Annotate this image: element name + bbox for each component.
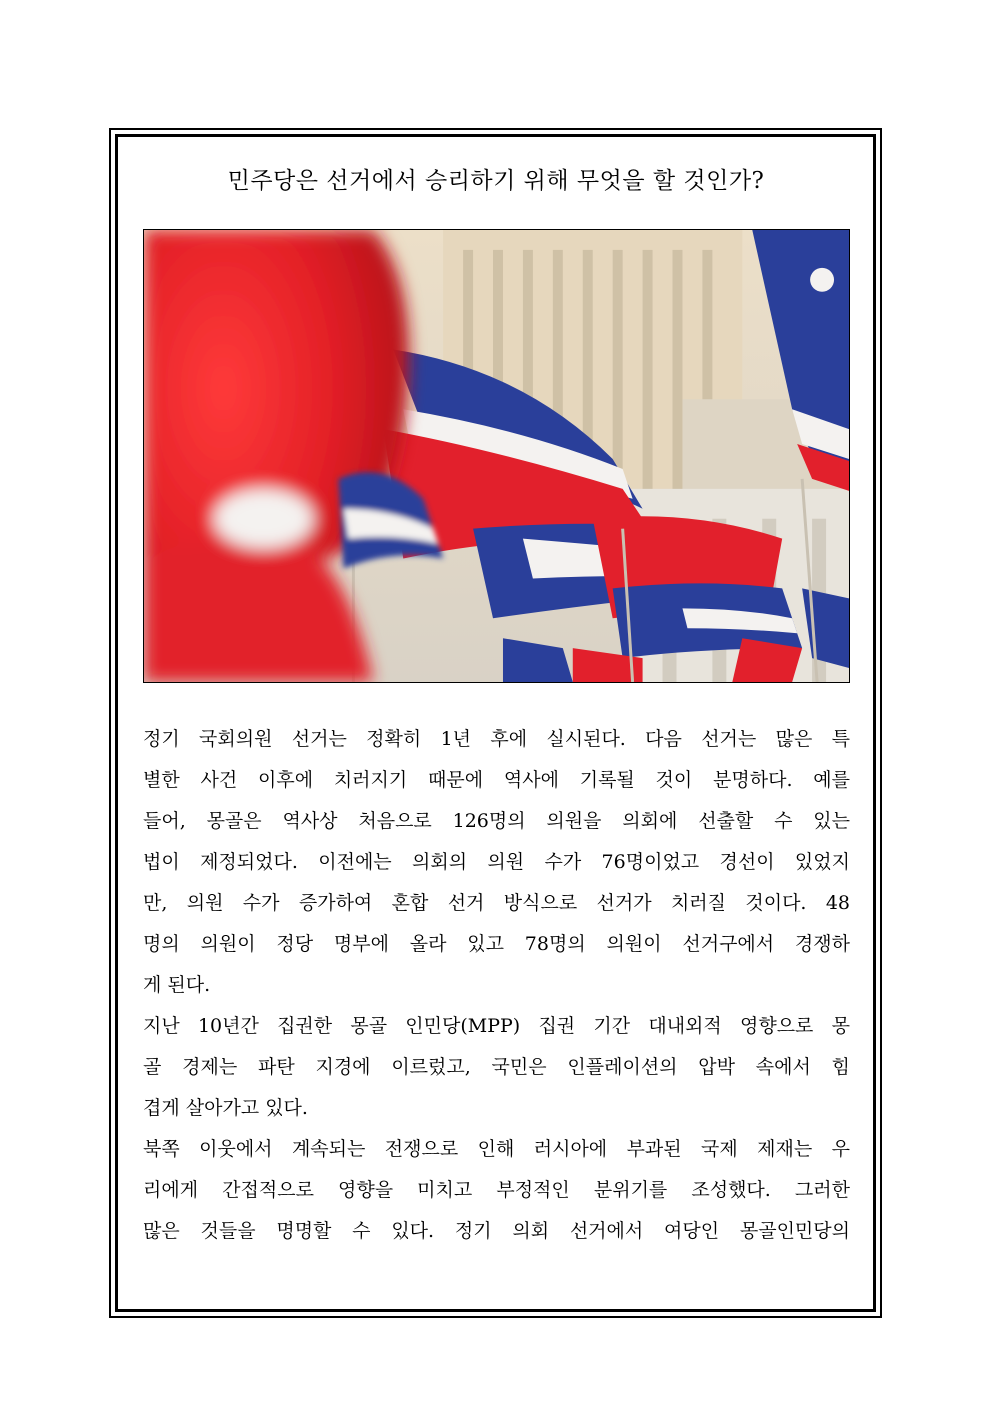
paragraph-2-line: 겹게 살아가고 있다.	[143, 1097, 308, 1119]
paragraph-1-line: 들어, 몽골은 역사상 처음으로 126명의 의원을 의회에 선출할 수 있는	[143, 810, 850, 832]
article-body	[143, 719, 850, 1252]
paragraph-1-line: 별한 사건 이후에 치러지기 때문에 역사에 기록될 것이 분명하다. 예를	[143, 769, 850, 791]
paragraph-1-line: 정기 국회의원 선거는 정확히 1년 후에 실시된다. 다음 선거는 많은 특	[143, 728, 850, 750]
article-photo-flags	[143, 229, 850, 683]
paragraph-1-line: 만, 의원 수가 증가하여 혼합 선거 방식으로 선거가 치러질 것이다. 48	[143, 892, 850, 914]
paragraph-1-line: 법이 제정되었다. 이전에는 의회의 의원 수가 76명이었고 경선이 있었지	[143, 851, 850, 873]
paragraph-2-line: 골 경제는 파탄 지경에 이르렀고, 국민은 인플레이션의 압박 속에서 힘	[143, 1056, 850, 1078]
paragraph-3-line: 북쪽 이웃에서 계속되는 전쟁으로 인해 러시아에 부과된 국제 제재는 우	[143, 1138, 850, 1160]
paragraph-3-line: 리에게 간접적으로 영향을 미치고 부정적인 분위기를 조성했다. 그러한	[143, 1179, 850, 1201]
article-title: 민주당은 선거에서 승리하기 위해 무엇을 할 것인가?	[227, 168, 765, 194]
paragraph-1-line: 명의 의원이 정당 명부에 올라 있고 78명의 의원이 선거구에서 경쟁하	[143, 933, 850, 955]
paragraph-3-line: 많은 것들을 명명할 수 있다. 정기 의회 선거에서 여당인 몽골인민당의	[143, 1220, 850, 1242]
paragraph-1-line: 게 된다.	[143, 974, 211, 996]
paragraph-2-line: 지난 10년간 집권한 몽골 인민당(MPP) 집권 기간 대내외적 영향으로 몽	[143, 1015, 850, 1037]
